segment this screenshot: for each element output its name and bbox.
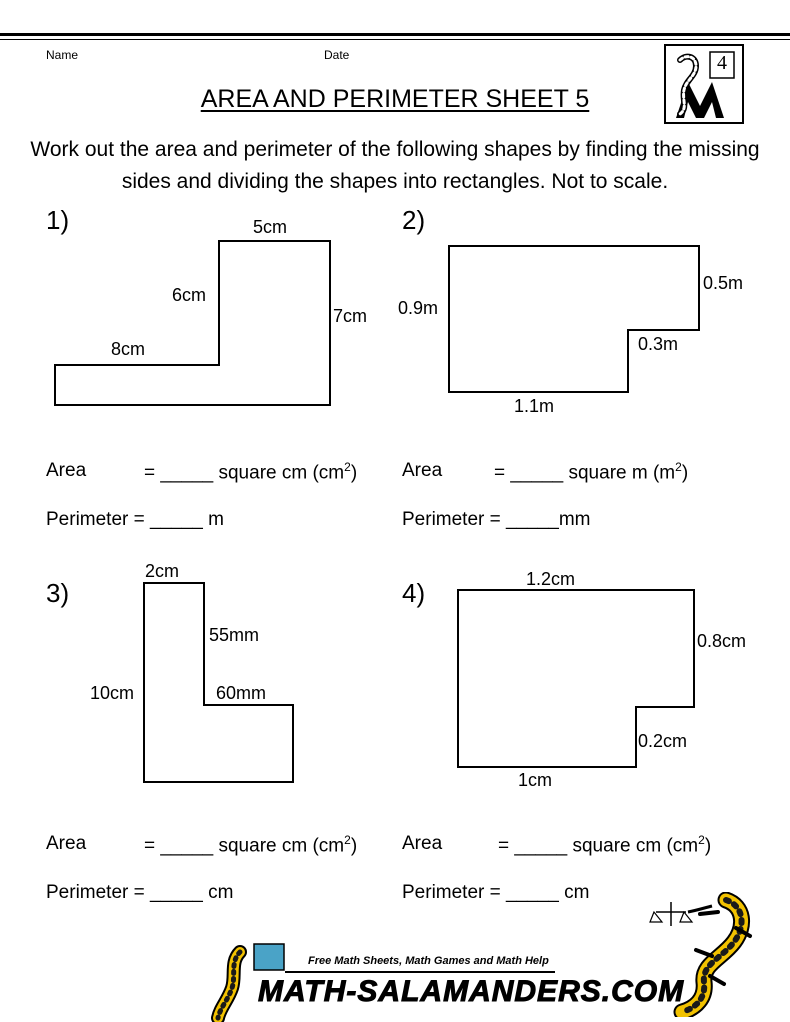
q1-area-close: )	[350, 462, 358, 484]
q2-area-label: Area	[402, 460, 443, 481]
date-label: Date	[324, 48, 350, 62]
name-label: Name	[46, 48, 79, 62]
q1-perimeter-line: Perimeter = _____ m	[46, 509, 224, 530]
q4-area-line	[498, 833, 711, 857]
q3-area-label: Area	[46, 833, 87, 854]
q1-dim-right: 7cm	[333, 306, 368, 326]
page-title: AREA AND PERIMETER SHEET 5	[200, 85, 590, 113]
q3-dim-inner-right: 55mm	[209, 625, 260, 645]
q4-dim-right: 0.8cm	[697, 631, 747, 651]
q2-area-sup: 2	[675, 460, 682, 474]
q4-area-close: )	[704, 835, 712, 857]
q3-area-line	[144, 833, 357, 857]
q4-area-label: Area	[402, 833, 443, 854]
q3-area-sup: 2	[344, 833, 351, 847]
q2-dim-bottom: 1.1m	[514, 396, 555, 416]
q4-perimeter-line: Perimeter = _____ cm	[402, 882, 590, 903]
q4-dim-top: 1.2cm	[526, 569, 576, 589]
q3-area-text: = _____ square cm (cm	[144, 835, 345, 857]
footer-brand: MATH-SALAMANDERS.COM	[258, 975, 685, 1008]
q4-dim-step: 0.2cm	[638, 731, 688, 751]
q4-area-text: = _____ square cm (cm	[498, 835, 699, 857]
instructions: Work out the area and perimeter of the following shapes by finding the missing sides and dividing the shapes into rectangles. Not to scale.	[30, 138, 760, 193]
question-3-number: 3)	[46, 578, 70, 608]
q4-dim-bottom: 1cm	[518, 770, 553, 790]
footer-rule	[285, 971, 555, 973]
q3-dim-step: 60mm	[216, 683, 267, 703]
q2-area-line	[494, 460, 688, 484]
q1-dim-bottom-left: 8cm	[111, 339, 146, 359]
q1-area-sup: 2	[344, 460, 351, 474]
q1-area-line	[144, 460, 357, 484]
q2-area-text: = _____ square m (m	[494, 462, 676, 484]
question-4-number: 4)	[402, 578, 426, 608]
q1-area-label: Area	[46, 460, 87, 481]
logo-digit: 4	[717, 52, 727, 74]
q1-area-text: = _____ square cm (cm	[144, 462, 345, 484]
shape-2-outline	[449, 246, 699, 392]
q1-dim-left-upper: 6cm	[172, 285, 207, 305]
q3-area-close: )	[350, 835, 358, 857]
q2-area-close: )	[681, 462, 689, 484]
shape-1-outline	[55, 241, 330, 405]
q3-dim-top: 2cm	[145, 561, 180, 581]
q2-dim-left: 0.9m	[398, 298, 439, 318]
footer-tagline: Free Math Sheets, Math Games and Math Help	[308, 955, 549, 967]
q1-dim-top: 5cm	[253, 217, 288, 237]
q2-dim-step: 0.3m	[638, 334, 679, 354]
q4-area-sup: 2	[698, 833, 705, 847]
q2-perimeter-line: Perimeter = _____mm	[402, 509, 591, 530]
q2-dim-right: 0.5m	[703, 273, 744, 293]
q3-perimeter-line: Perimeter = _____ cm	[46, 882, 234, 903]
question-1-number: 1)	[46, 205, 70, 235]
q3-dim-left: 10cm	[90, 683, 135, 703]
question-2-number: 2)	[402, 205, 426, 235]
